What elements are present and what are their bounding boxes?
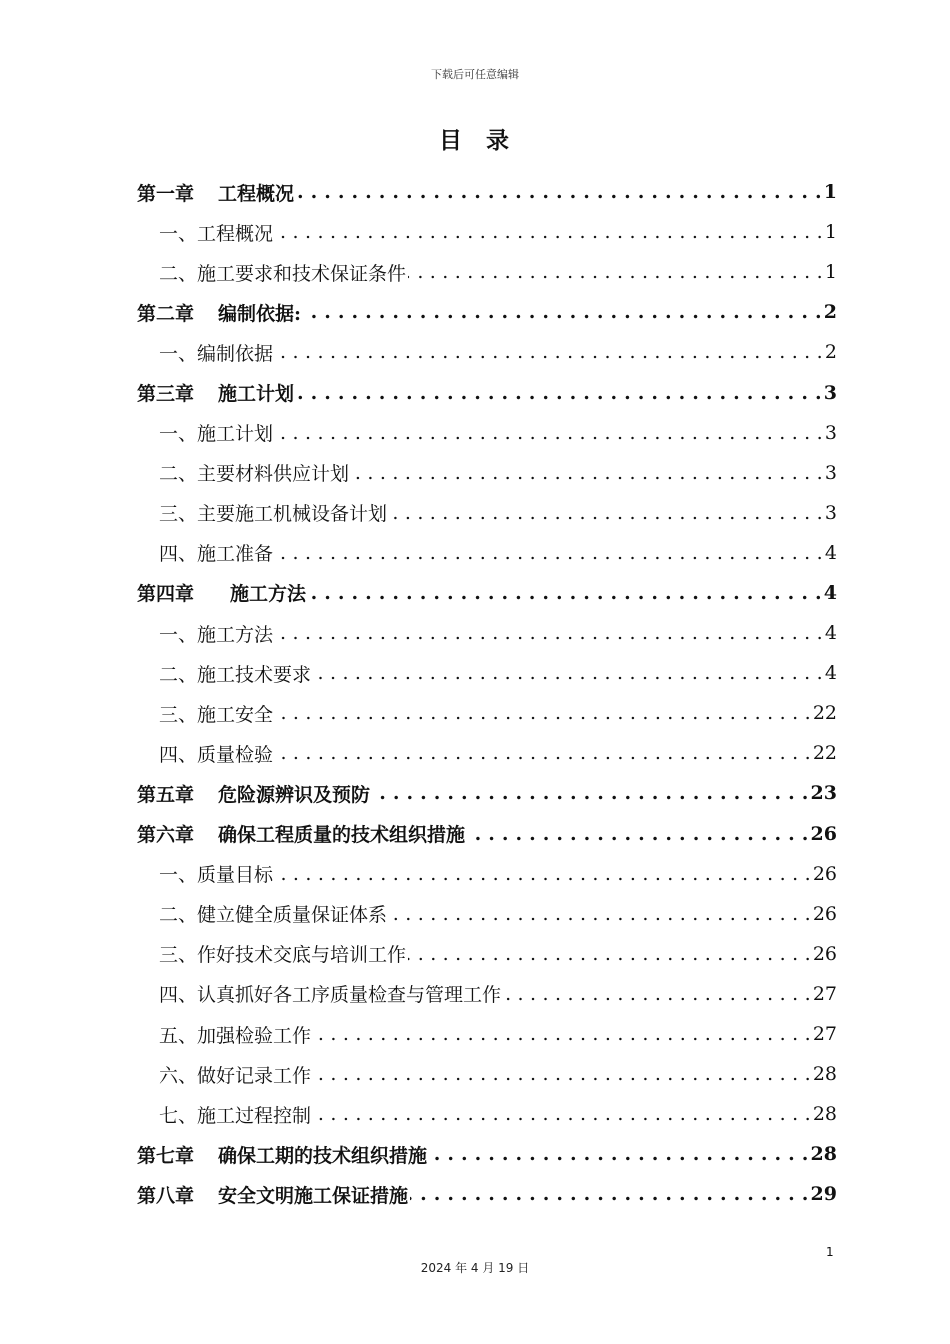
toc-section[interactable] (137, 733, 837, 773)
dot-leader (389, 903, 811, 925)
toc-entry-text: 主要施工机械设备计划 (197, 503, 388, 526)
toc-page-number: 26 (812, 862, 837, 885)
toc-page-number: 23 (810, 782, 837, 805)
toc-page-number: 28 (812, 1103, 837, 1126)
toc-page-number: 4 (824, 541, 837, 564)
toc-chapter-7[interactable] (137, 1134, 837, 1174)
toc-section[interactable] (137, 212, 837, 252)
dot-leader (467, 823, 809, 845)
title-part-1: 目 (439, 127, 464, 154)
toc-entry-text: 施工过程控制 (197, 1104, 312, 1127)
toc-entry-number: 一、 (159, 222, 198, 245)
toc-entry-text: 确保工程质量的技术组织措施 (218, 824, 466, 847)
toc-entry-number: 二、 (159, 463, 198, 486)
toc-entry-text: 施工技术要求 (197, 663, 312, 686)
dot-leader (296, 382, 822, 404)
toc-entry-number: 一、 (159, 423, 198, 446)
dot-leader (389, 502, 823, 524)
toc-chapter-4[interactable] (137, 573, 837, 613)
toc-entry-number: 二、 (159, 262, 198, 285)
toc-entry-text: 施工方法 (230, 583, 307, 606)
toc-section[interactable] (137, 854, 837, 894)
toc-page-number: 26 (812, 942, 837, 965)
toc-entry-number: 二、 (159, 663, 198, 686)
toc-section[interactable] (137, 894, 837, 934)
dot-leader (303, 301, 822, 323)
dot-leader (503, 983, 811, 1005)
toc-page-number: 2 (824, 341, 837, 364)
toc-section[interactable] (137, 493, 837, 533)
toc-page-number: 4 (824, 662, 837, 685)
toc-section[interactable] (137, 413, 837, 453)
dot-leader (313, 1103, 811, 1125)
toc-entry-text: 质量检验 (197, 743, 274, 766)
dot-leader (308, 582, 822, 604)
toc-entry-number: 四、 (159, 543, 198, 566)
dot-leader (372, 782, 809, 804)
page-number: 1 (826, 1245, 834, 1259)
toc-section[interactable] (137, 1054, 837, 1094)
toc-entry-number: 四、 (159, 743, 198, 766)
toc-page-number: 26 (812, 902, 837, 925)
dot-leader (275, 422, 823, 444)
toc-entry-text: 施工要求和技术保证条件 (197, 262, 407, 285)
toc-entry-number: 第五章 (137, 783, 195, 806)
toc-entry-number: 七、 (159, 1104, 198, 1127)
toc-page-number: 26 (810, 822, 837, 845)
toc-page-number: 3 (824, 461, 837, 484)
toc-entry-number: 二、 (159, 904, 198, 927)
dot-leader (275, 622, 823, 644)
toc-page-number: 1 (824, 221, 837, 244)
dot-leader (275, 221, 823, 243)
toc-entry-number: 五、 (159, 1024, 198, 1047)
toc-entry-text: 施工准备 (197, 543, 274, 566)
page-title (0, 122, 950, 155)
toc-entry-text: 施工计划 (197, 423, 274, 446)
toc-page-number: 27 (812, 1023, 837, 1046)
toc-chapter-8[interactable] (137, 1174, 837, 1214)
toc-section[interactable] (137, 453, 837, 493)
toc-entry-number: 第四章 (137, 583, 195, 606)
toc-entry-text: 编制依据: (218, 302, 302, 325)
toc-entry-text: 施工计划 (218, 383, 295, 406)
header-note: 下载后可任意编辑 (431, 68, 519, 81)
toc-chapter-6[interactable] (137, 814, 837, 854)
toc-entry-text: 质量目标 (197, 864, 274, 887)
toc-page-number: 3 (823, 381, 837, 404)
toc-page-number: 22 (812, 702, 837, 725)
toc-entry-text: 加强检验工作 (197, 1024, 312, 1047)
dot-leader (296, 181, 822, 203)
toc-entry-text: 危险源辨识及预防 (218, 783, 371, 806)
toc-entry-text: 健立健全质量保证体系 (197, 904, 388, 927)
toc-entry-number: 四、 (159, 984, 198, 1007)
toc-chapter-1[interactable] (137, 172, 837, 212)
toc-page-number: 4 (823, 581, 837, 604)
toc-entry-number: 三、 (159, 944, 198, 967)
dot-leader (275, 863, 811, 885)
toc-section[interactable] (137, 974, 837, 1014)
toc-section[interactable] (137, 533, 837, 573)
dot-leader (313, 1063, 811, 1085)
toc-entry-number: 第二章 (137, 302, 195, 325)
title-part-2: 录 (486, 127, 511, 154)
dot-leader (429, 1143, 809, 1165)
toc-entry-number: 第七章 (137, 1144, 195, 1167)
toc-chapter-2[interactable] (137, 292, 837, 332)
toc-page-number: 22 (812, 742, 837, 765)
toc-section[interactable] (137, 1014, 837, 1054)
toc-entry-text: 安全文明施工保证措施 (218, 1184, 409, 1207)
dot-leader (408, 943, 811, 965)
dot-leader (275, 542, 823, 564)
toc-section[interactable] (137, 613, 837, 653)
toc-section[interactable] (137, 693, 837, 733)
dot-leader (313, 1023, 811, 1045)
toc-section[interactable] (137, 1094, 837, 1134)
dot-leader (410, 1183, 809, 1205)
toc-page-number: 2 (823, 301, 837, 324)
toc-entry-number: 三、 (159, 703, 198, 726)
toc-entry-text: 施工方法 (197, 623, 274, 646)
toc-chapter-5[interactable] (137, 773, 837, 813)
toc-entry-text: 工程概况 (197, 222, 274, 245)
dot-leader (351, 462, 823, 484)
toc-page-number: 28 (812, 1063, 837, 1086)
table-of-contents (137, 172, 837, 1214)
dot-leader (275, 702, 811, 724)
toc-entry-number: 第八章 (137, 1184, 195, 1207)
toc-page-number: 29 (810, 1183, 837, 1206)
toc-entry-text: 确保工期的技术组织措施 (218, 1144, 428, 1167)
toc-entry-text: 认真抓好各工序质量检查与管理工作 (197, 984, 502, 1007)
toc-page-number: 1 (824, 261, 837, 284)
toc-page-number: 3 (824, 501, 837, 524)
dot-leader (275, 742, 811, 764)
dot-leader (408, 261, 823, 283)
toc-page-number: 3 (824, 421, 837, 444)
dot-leader (275, 341, 823, 363)
toc-entry-text: 主要材料供应计划 (197, 463, 350, 486)
toc-page-number: 28 (810, 1143, 837, 1166)
toc-section[interactable] (137, 332, 837, 372)
footer-date: 2024 年 4 月 19 日 (420, 1261, 530, 1275)
dot-leader (313, 662, 823, 684)
toc-page-number: 4 (824, 622, 837, 645)
toc-section[interactable] (137, 653, 837, 693)
toc-entry-number: 一、 (159, 864, 198, 887)
toc-entry-number: 三、 (159, 503, 198, 526)
toc-entry-number: 一、 (159, 623, 198, 646)
toc-entry-text: 做好记录工作 (197, 1064, 312, 1087)
toc-chapter-3[interactable] (137, 372, 837, 412)
toc-section[interactable] (137, 252, 837, 292)
toc-entry-number: 第一章 (137, 182, 195, 205)
toc-entry-text: 工程概况 (218, 182, 295, 205)
toc-section[interactable] (137, 934, 837, 974)
toc-entry-number: 一、 (159, 342, 198, 365)
toc-entry-number: 第六章 (137, 824, 195, 847)
toc-page-number: 1 (823, 181, 837, 204)
toc-entry-number: 六、 (159, 1064, 198, 1087)
toc-entry-text: 编制依据 (197, 342, 274, 365)
toc-entry-text: 作好技术交底与培训工作 (197, 944, 407, 967)
toc-entry-text: 施工安全 (197, 703, 274, 726)
toc-entry-number: 第三章 (137, 383, 195, 406)
toc-page-number: 27 (812, 982, 837, 1005)
